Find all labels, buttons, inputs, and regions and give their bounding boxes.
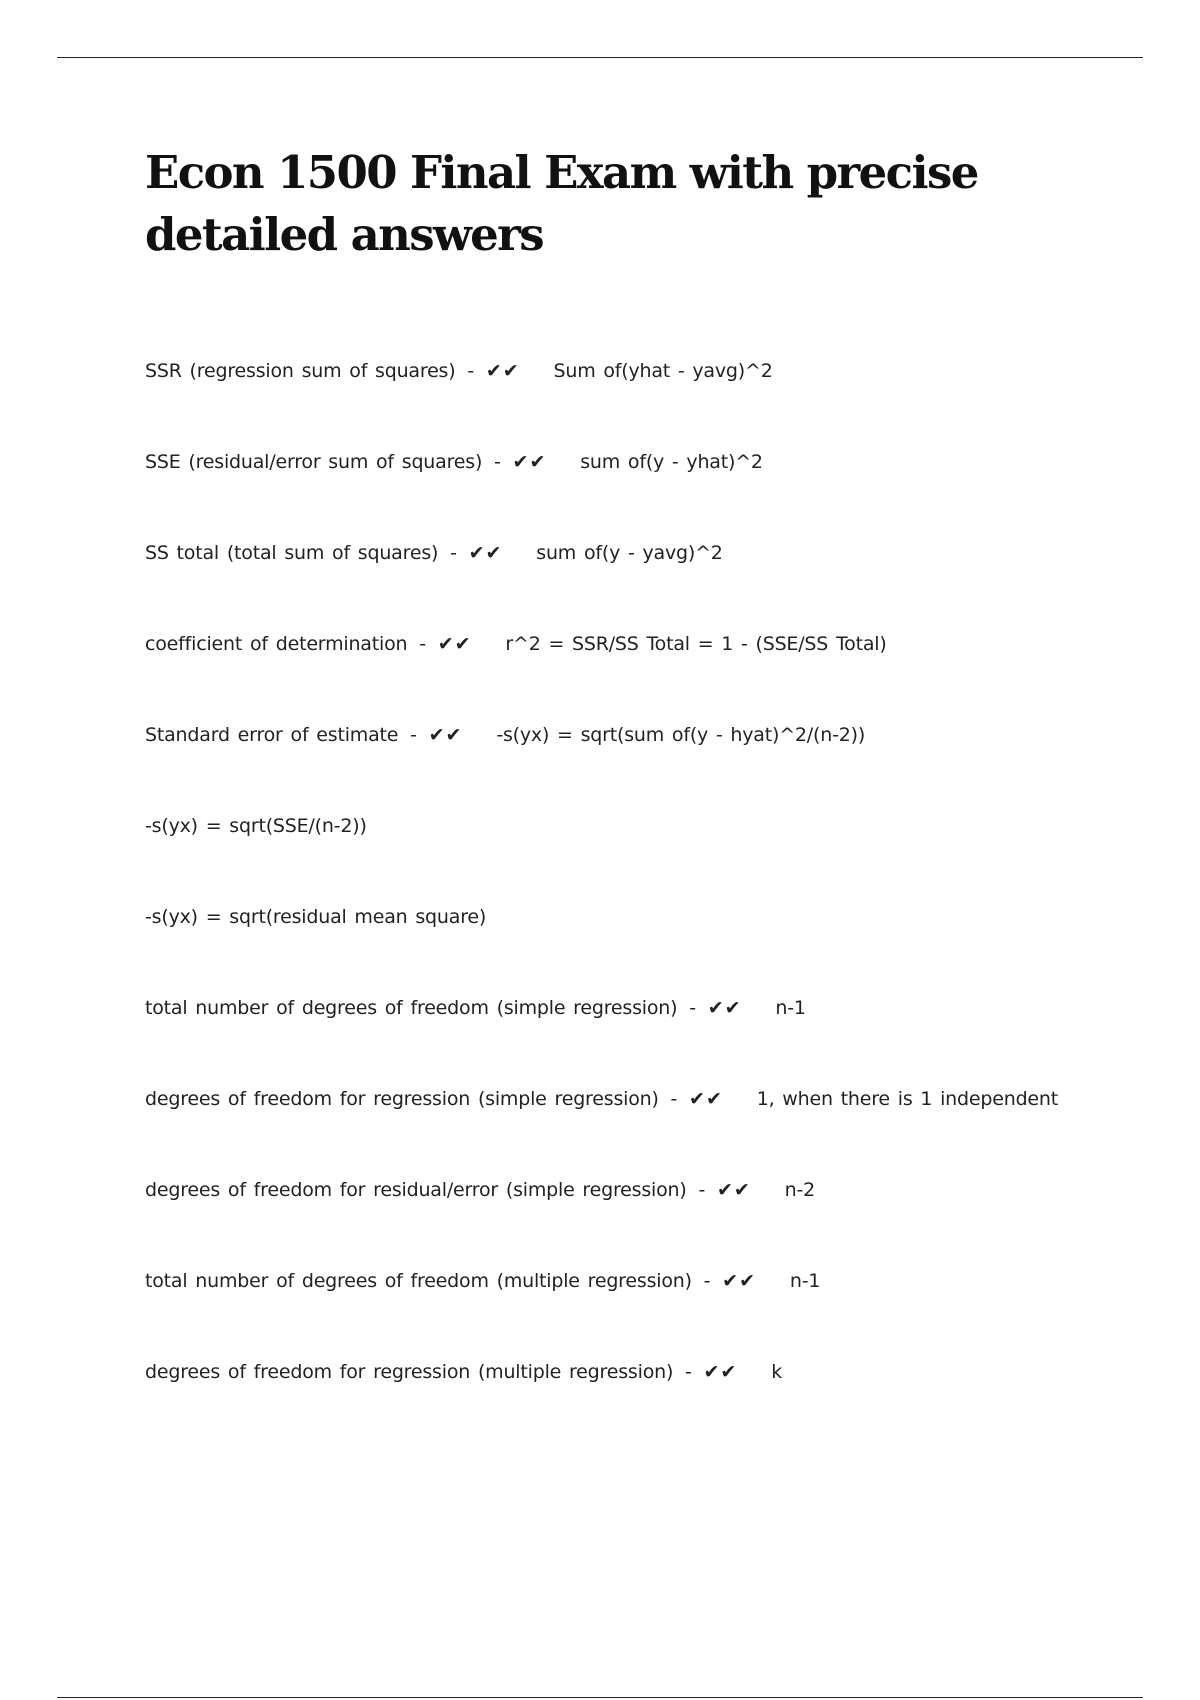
separator: - [685,1361,692,1383]
question-text: SSR (regression sum of squares) [145,360,456,382]
answer-text: n-1 [789,1270,821,1292]
answer-text: n-2 [784,1179,816,1201]
question-text: degrees of freedom for regression (multiple regression) [145,1361,674,1383]
answer-text: -s(yx) = sqrt(sum of(y - hyat)^2/(n-2)) [496,724,866,746]
question-text: Standard error of estimate [145,724,399,746]
double-check-icon: ✔✔ [428,724,463,746]
double-check-icon: ✔✔ [437,633,472,655]
page-title: Econ 1500 Final Exam with precise detailed answers [145,146,978,261]
answer-text: Sum of(yhat - yavg)^2 [553,360,773,382]
qa-item-ss-total [145,538,1125,629]
qa-item-df-total-multiple [145,1266,1125,1357]
answer-text: sum of(y - yhat)^2 [580,451,763,473]
question-text: degrees of freedom for residual/error (simple regression) [145,1179,687,1201]
answer-text: n-1 [775,997,806,1019]
answer-text: r^2 = SSR/SS Total = 1 - (SSE/SS Total) [505,633,887,655]
qa-item-df-total-simple [145,993,1125,1084]
qa-item-ssr [145,356,1125,447]
formula-text: -s(yx) = sqrt(SSE/(n-2)) [145,815,367,837]
question-text: total number of degrees of freedom (simple regression) [145,997,678,1019]
separator: - [450,542,457,564]
separator: - [410,724,417,746]
separator: - [419,633,426,655]
double-check-icon: ✔✔ [707,997,742,1019]
qa-item-formula-sse [145,811,1125,902]
answer-text: k [771,1361,783,1383]
separator: - [698,1179,706,1201]
formula-text: -s(yx) = sqrt(residual mean square) [145,906,487,928]
double-check-icon: ✔✔ [512,451,547,473]
qa-item-coefficient-of-determination [145,629,1125,720]
question-text: degrees of freedom for regression (simple regression) [145,1088,659,1110]
bottom-divider [57,1697,1143,1698]
double-check-icon: ✔✔ [468,542,503,564]
answer-text: 1, when there is 1 independent [756,1088,1059,1110]
qa-item-standard-error [145,720,1125,811]
qa-item-df-residual-simple [145,1175,1125,1266]
question-text: SS total (total sum of squares) [145,542,439,564]
qa-item-df-regression-multiple [145,1357,1125,1448]
separator: - [703,1270,711,1292]
answer-text: sum of(y - yavg)^2 [536,542,723,564]
qa-item-df-regression-simple [145,1084,1125,1175]
separator: - [467,360,474,382]
qa-item-sse [145,447,1125,538]
top-divider [57,57,1143,58]
separator: - [689,997,696,1019]
double-check-icon: ✔✔ [689,1088,723,1110]
question-text: coefficient of determination [145,633,408,655]
separator: - [494,451,501,473]
double-check-icon: ✔✔ [703,1361,738,1383]
question-text: SSE (residual/error sum of squares) [145,451,483,473]
qa-list [145,356,1125,1448]
double-check-icon: ✔✔ [722,1270,757,1292]
separator: - [670,1088,678,1110]
double-check-icon: ✔✔ [485,360,520,382]
double-check-icon: ✔✔ [716,1179,751,1201]
question-text: total number of degrees of freedom (multiple regression) [145,1270,692,1292]
qa-item-formula-residual-mean-square [145,902,1125,993]
